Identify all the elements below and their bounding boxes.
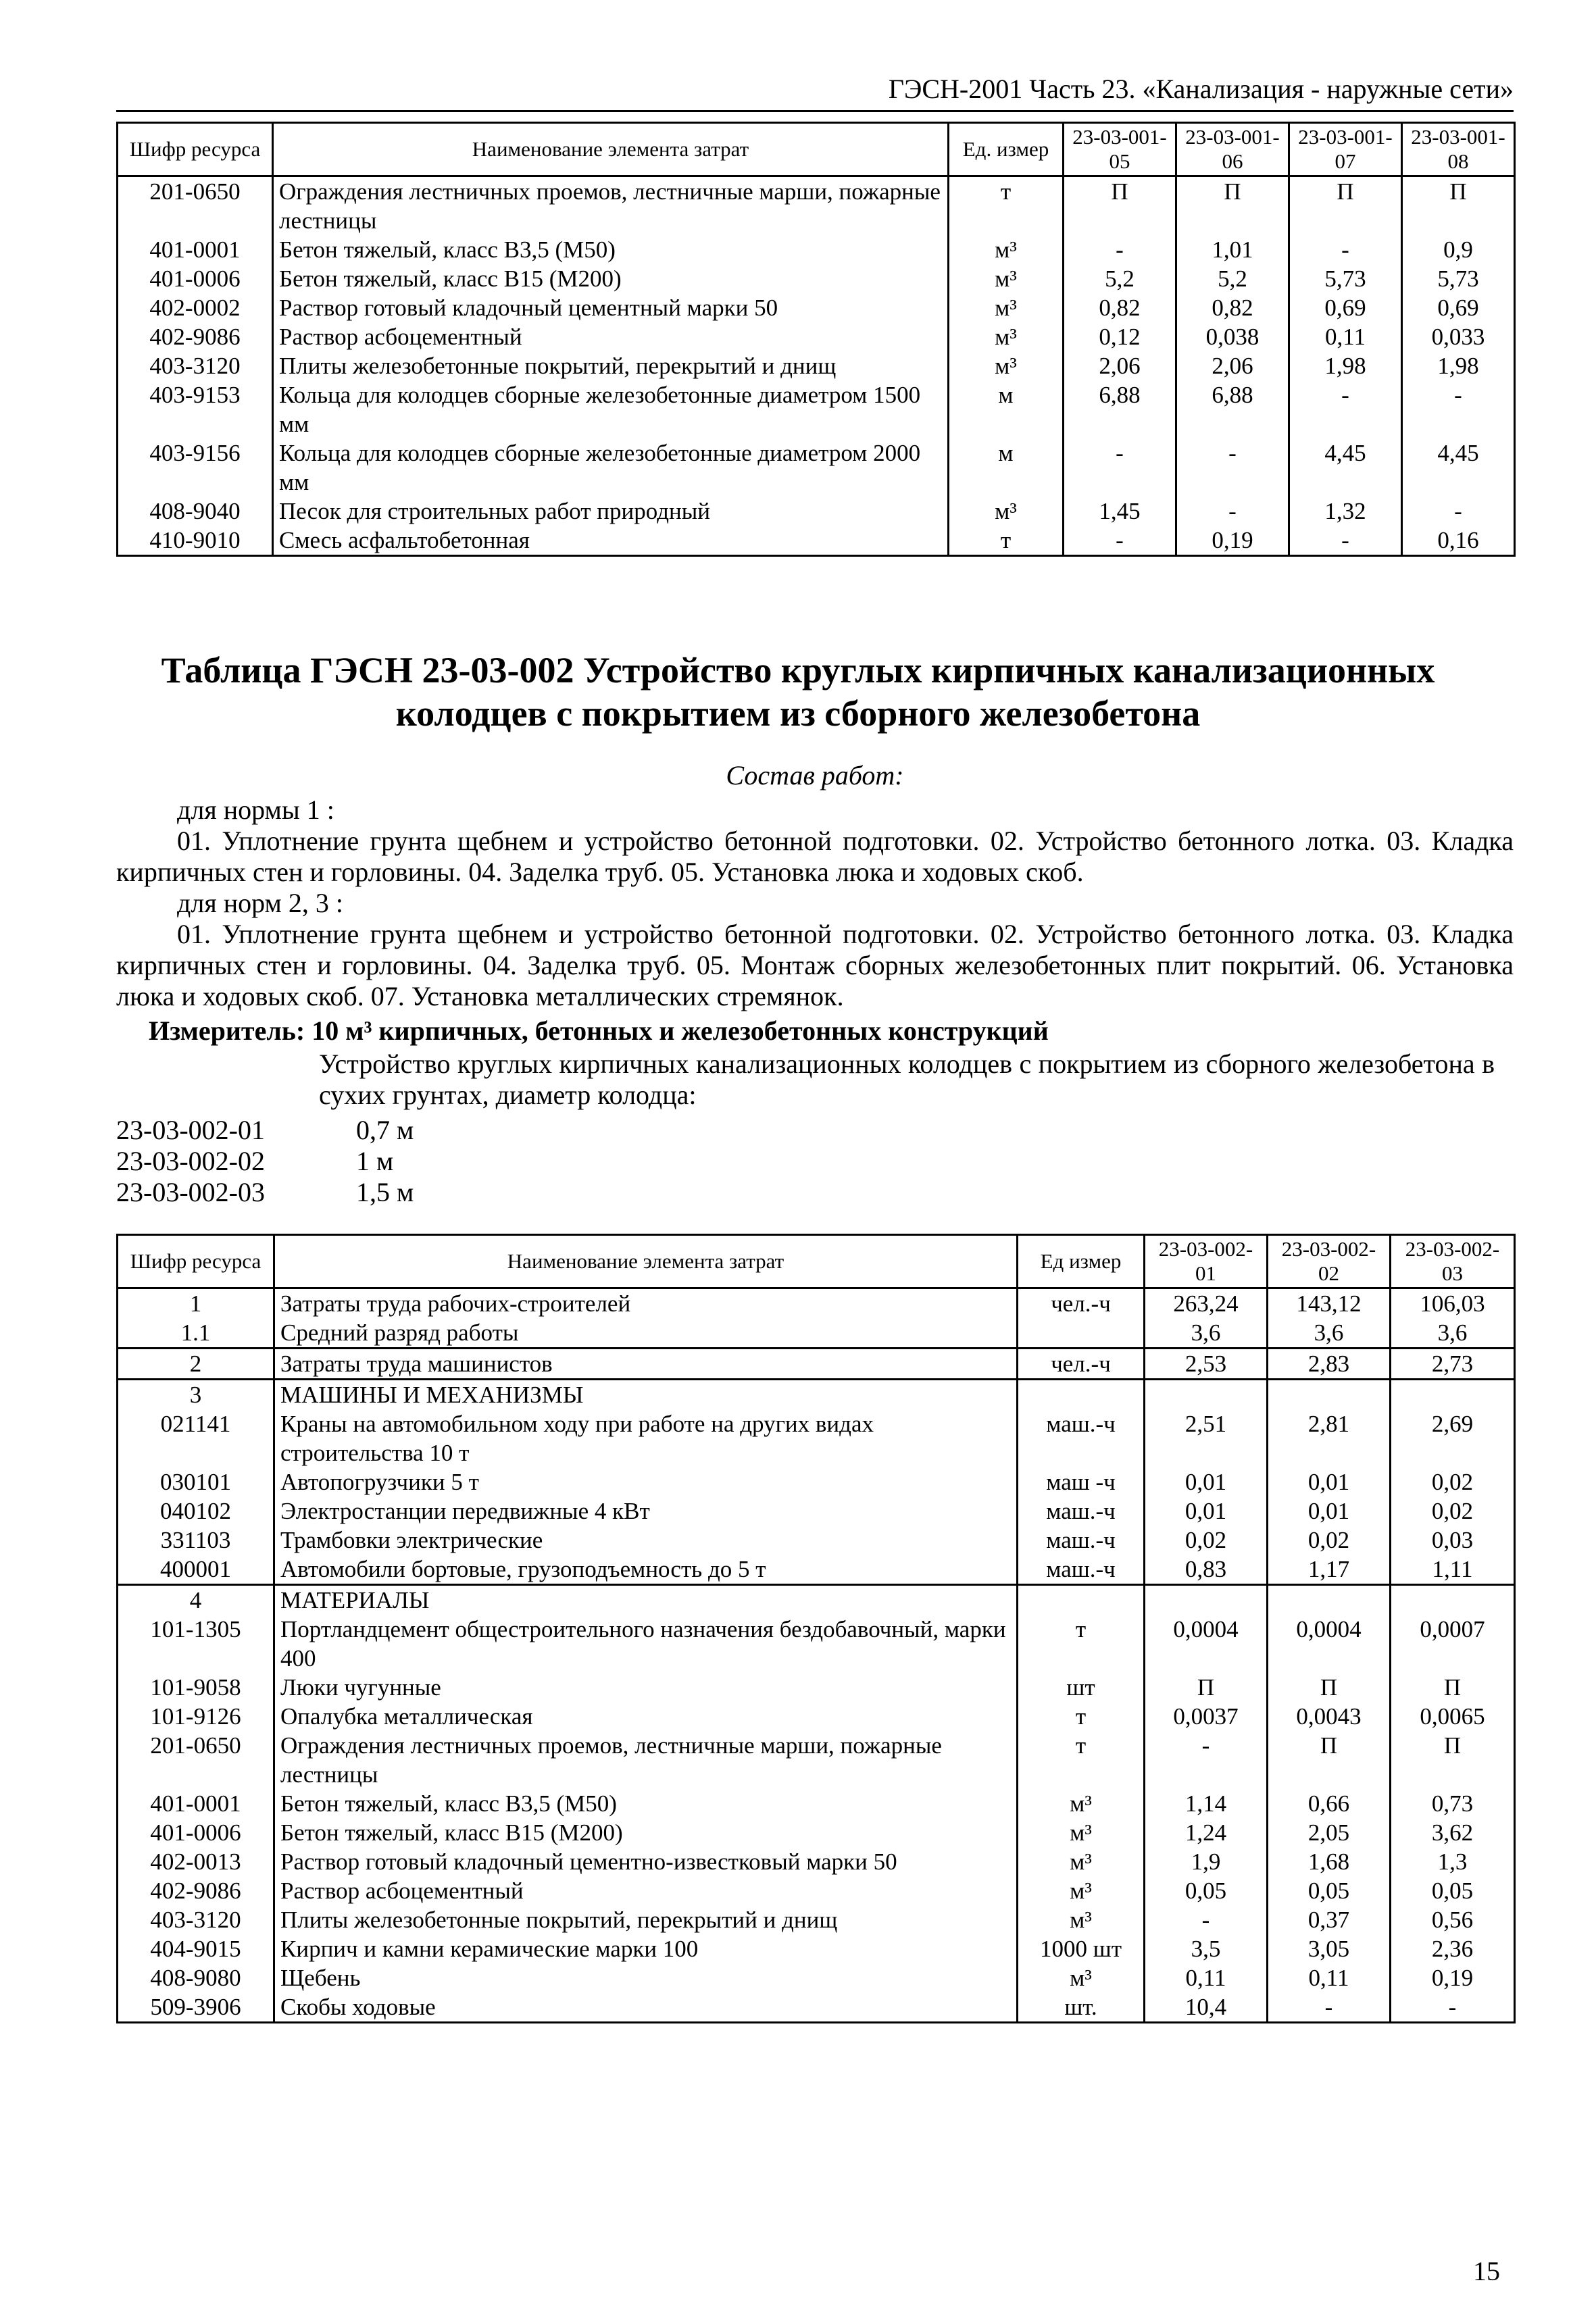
page-number: 15 [1473,2256,1500,2286]
table-row [118,1467,1515,1496]
value-cell: 0,12 [1064,322,1176,351]
resource-code-cell: 402-9086 [118,322,273,351]
table-row [118,1496,1515,1526]
value-cell [1145,1585,1268,1615]
resource-name-cell: Бетон тяжелый, класс В3,5 (М50) [273,235,949,264]
table-row [118,1992,1515,2023]
resource-code-cell: 4 [118,1585,274,1615]
column-header: Ед измер [1018,1235,1145,1288]
table-row [118,380,1515,438]
table-title: Таблица ГЭСН 23-03-002 Устройство круглых кирпичных канализационных колодцев с покрытием из сборного железобетона [161,650,1435,734]
value-cell: - [1064,438,1176,497]
value-cell: 2,73 [1391,1349,1515,1380]
value-cell: 5,73 [1402,264,1515,293]
resource-name-cell: МАШИНЫ И МЕХАНИЗМЫ [274,1380,1018,1410]
value-cell: 143,12 [1268,1288,1391,1319]
unit-cell: чел.-ч [1018,1349,1145,1380]
column-header: 23-03-002-01 [1145,1235,1268,1288]
value-cell: - [1064,526,1176,556]
resource-code-cell: 1 [118,1288,274,1319]
resource-name-cell: Электростанции передвижные 4 кВт [274,1496,1018,1526]
value-cell: 1,98 [1289,351,1402,380]
norm-code: 23-03-002-03 [116,1177,265,1207]
table-row [118,1615,1515,1673]
table-row [118,264,1515,293]
unit-cell: м³ [1018,1905,1145,1934]
resource-code-cell: 401-0001 [118,235,273,264]
value-cell: 0,19 [1176,526,1289,556]
norm-code: 23-03-002-02 [116,1146,265,1176]
resource-code-cell: 403-9153 [118,380,273,438]
value-cell: - [1391,1992,1515,2023]
unit-cell: м³ [1018,1847,1145,1876]
norm23-label: для норм 2, 3 : [177,888,343,918]
resource-code-cell: 404-9015 [118,1934,274,1963]
unit-cell [1018,1318,1145,1349]
value-cell: П [1268,1731,1391,1789]
value-cell: 5,2 [1064,264,1176,293]
unit-cell: т [1018,1615,1145,1673]
value-cell: 2,06 [1176,351,1289,380]
value-cell: 0,01 [1268,1467,1391,1496]
norm1-text: 01. Уплотнение грунта щебнем и устройство бетонной подготовки. 02. Устройство бетонного лотка. 03. Кладка кирпичных стен и горловины. 04. Заделка труб. 05. Установка люка и ходовых скоб. [116,826,1514,887]
value-cell: 10,4 [1145,1992,1268,2023]
value-cell: 0,19 [1391,1963,1515,1992]
norm-item [116,1146,414,1177]
value-cell: 0,0004 [1268,1615,1391,1673]
unit-cell: м [949,438,1064,497]
value-cell: 0,02 [1268,1526,1391,1555]
value-cell: 0,0037 [1145,1702,1268,1731]
value-cell: 2,36 [1391,1934,1515,1963]
column-header: Наименование элемента затрат [273,123,949,176]
table-row [118,497,1515,526]
value-cell: П [1176,176,1289,236]
unit-cell: маш.-ч [1018,1555,1145,1585]
resource-code-cell: 403-3120 [118,351,273,380]
value-cell: 0,11 [1268,1963,1391,1992]
column-header: 23-03-001-06 [1176,123,1289,176]
value-cell: 0,05 [1391,1876,1515,1905]
resource-code-cell: 408-9080 [118,1963,274,1992]
resource-code-cell: 101-1305 [118,1615,274,1673]
table-row [118,1963,1515,1992]
resource-code-cell: 3 [118,1380,274,1410]
resource-name-cell: МАТЕРИАЛЫ [274,1585,1018,1615]
value-cell: 2,06 [1064,351,1176,380]
unit-cell: т [1018,1702,1145,1731]
value-cell: 5,73 [1289,264,1402,293]
table-header-row [118,123,1515,176]
table-row [118,1789,1515,1818]
value-cell: - [1289,380,1402,438]
value-cell: - [1289,526,1402,556]
norm-code: 23-03-002-01 [116,1115,265,1145]
unit-cell: м [949,380,1064,438]
norm-value: 0,7 м [356,1115,414,1145]
resource-code-cell: 040102 [118,1496,274,1526]
resource-name-cell: Ограждения лестничных проемов, лестничные марши, пожарные лестницы [273,176,949,236]
resource-name-cell: Трамбовки электрические [274,1526,1018,1555]
unit-cell: т [949,526,1064,556]
resource-name-cell: Раствор готовый кладочный цементно-известковый марки 50 [274,1847,1018,1876]
resource-name-cell: Плиты железобетонные покрытий, перекрытий и днищ [273,351,949,380]
value-cell: П [1402,176,1515,236]
unit-cell: шт [1018,1673,1145,1702]
value-cell: 263,24 [1145,1288,1268,1319]
value-cell: 3,6 [1268,1318,1391,1349]
resource-code-cell: 021141 [118,1409,274,1467]
column-header: 23-03-002-02 [1268,1235,1391,1288]
value-cell: 1,11 [1391,1555,1515,1585]
value-cell: 0,05 [1268,1876,1391,1905]
value-cell: 1,17 [1268,1555,1391,1585]
table-row [118,1847,1515,1876]
column-header: Шифр ресурса [118,123,273,176]
resource-name-cell: Скобы ходовые [274,1992,1018,2023]
value-cell: - [1176,438,1289,497]
resource-code-cell: 331103 [118,1526,274,1555]
unit-cell [1018,1585,1145,1615]
column-header: 23-03-001-05 [1064,123,1176,176]
column-header: Наименование элемента затрат [274,1235,1018,1288]
table-row [118,1526,1515,1555]
measure-unit: Измеритель: 10 м³ кирпичных, бетонных и железобетонных конструкций [149,1015,1049,1046]
table-row [118,1555,1515,1585]
table-row [118,1349,1515,1380]
value-cell: П [1391,1731,1515,1789]
measure-description: Устройство круглых кирпичных канализационных колодцев с покрытием из сборного железобетона в сухих грунтах, диаметр колодца: [319,1049,1495,1110]
unit-cell: 1000 шт [1018,1934,1145,1963]
value-cell: 1,3 [1391,1847,1515,1876]
resource-code-cell: 201-0650 [118,176,273,236]
resource-code-cell: 101-9126 [118,1702,274,1731]
resource-name-cell: Затраты труда машинистов [274,1349,1018,1380]
resource-name-cell: Средний разряд работы [274,1318,1018,1349]
value-cell: 2,81 [1268,1409,1391,1467]
resource-name-cell: Плиты железобетонные покрытий, перекрытий и днищ [274,1905,1018,1934]
value-cell: - [1289,235,1402,264]
value-cell: - [1402,380,1515,438]
column-header: 23-03-001-07 [1289,123,1402,176]
column-header: Шифр ресурса [118,1235,274,1288]
resource-code-cell: 101-9058 [118,1673,274,1702]
value-cell: - [1402,497,1515,526]
unit-cell: м³ [1018,1818,1145,1847]
resource-name-cell: Ограждения лестничных проемов, лестничные марши, пожарные лестницы [274,1731,1018,1789]
table-header-row [118,1235,1515,1288]
value-cell: 6,88 [1064,380,1176,438]
norm-item [116,1115,414,1146]
value-cell: 0,0065 [1391,1702,1515,1731]
resource-table-002 [116,1234,1516,2023]
unit-cell: м³ [1018,1789,1145,1818]
resource-name-cell: Щебень [274,1963,1018,1992]
resource-name-cell: Люки чугунные [274,1673,1018,1702]
resource-name-cell: Кольца для колодцев сборные железобетонные диаметром 2000 мм [273,438,949,497]
value-cell: 3,05 [1268,1934,1391,1963]
table-row [118,1731,1515,1789]
resource-name-cell: Песок для строительных работ природный [273,497,949,526]
unit-cell: м³ [1018,1876,1145,1905]
value-cell: 0,02 [1391,1496,1515,1526]
table-row [118,322,1515,351]
norm-list [116,1115,414,1208]
value-cell: 0,73 [1391,1789,1515,1818]
value-cell: П [1289,176,1402,236]
column-header: 23-03-002-03 [1391,1235,1515,1288]
resource-code-cell: 403-9156 [118,438,273,497]
resource-code-cell: 402-9086 [118,1876,274,1905]
unit-cell: м³ [949,293,1064,322]
value-cell: 2,51 [1145,1409,1268,1467]
value-cell [1145,1380,1268,1410]
table-row [118,438,1515,497]
table-row [118,1409,1515,1467]
resource-code-cell: 2 [118,1349,274,1380]
value-cell: 2,53 [1145,1349,1268,1380]
unit-cell: м³ [949,264,1064,293]
unit-cell: шт. [1018,1992,1145,2023]
value-cell: - [1145,1905,1268,1934]
resource-name-cell: Краны на автомобильном ходу при работе на других видах строительства 10 т [274,1409,1018,1467]
unit-cell: чел.-ч [1018,1288,1145,1319]
value-cell: 0,01 [1145,1467,1268,1496]
resource-name-cell: Автопогрузчики 5 т [274,1467,1018,1496]
value-cell: 0,83 [1145,1555,1268,1585]
resource-code-cell: 201-0650 [118,1731,274,1789]
resource-code-cell: 1.1 [118,1318,274,1349]
table-row [118,526,1515,556]
resource-code-cell: 402-0013 [118,1847,274,1876]
value-cell: 0,02 [1145,1526,1268,1555]
value-cell: 0,038 [1176,322,1289,351]
unit-cell: маш.-ч [1018,1526,1145,1555]
column-header: Ед. измер [949,123,1064,176]
table-row [118,1673,1515,1702]
resource-name-cell: Раствор асбоцементный [273,322,949,351]
value-cell [1268,1380,1391,1410]
resource-code-cell: 400001 [118,1555,274,1585]
unit-cell: м³ [949,351,1064,380]
unit-cell: маш.-ч [1018,1409,1145,1467]
running-header: ГЭСН-2001 Часть 23. «Канализация - наружные сети» [116,73,1514,112]
value-cell: 0,05 [1145,1876,1268,1905]
resource-name-cell: Портландцемент общестроительного назначения бездобавочный, марки 400 [274,1615,1018,1673]
value-cell: 0,82 [1176,293,1289,322]
resource-table-001 [116,122,1516,557]
value-cell: 0,033 [1402,322,1515,351]
resource-code-cell: 408-9040 [118,497,273,526]
table-row [118,1934,1515,1963]
table-row [118,235,1515,264]
value-cell: 5,2 [1176,264,1289,293]
value-cell: 2,83 [1268,1349,1391,1380]
value-cell: 2,69 [1391,1409,1515,1467]
value-cell: 0,69 [1402,293,1515,322]
table-row [118,1585,1515,1615]
value-cell: 2,05 [1268,1818,1391,1847]
value-cell: 1,9 [1145,1847,1268,1876]
resource-name-cell: Раствор асбоцементный [274,1876,1018,1905]
value-cell: П [1145,1673,1268,1702]
resource-name-cell: Опалубка металлическая [274,1702,1018,1731]
table-row [118,1818,1515,1847]
table-row [118,1905,1515,1934]
value-cell: - [1176,497,1289,526]
norm-value: 1 м [356,1146,394,1176]
resource-code-cell: 509-3906 [118,1992,274,2023]
resource-name-cell: Раствор готовый кладочный цементный марки 50 [273,293,949,322]
unit-cell: м³ [949,322,1064,351]
value-cell: 4,45 [1402,438,1515,497]
value-cell: П [1268,1673,1391,1702]
resource-code-cell: 403-3120 [118,1905,274,1934]
unit-cell: маш.-ч [1018,1496,1145,1526]
resource-code-cell: 401-0006 [118,1818,274,1847]
value-cell: П [1064,176,1176,236]
table-row [118,1380,1515,1410]
value-cell [1391,1380,1515,1410]
norm-item [116,1177,414,1208]
value-cell: 0,82 [1064,293,1176,322]
unit-cell: м³ [1018,1963,1145,1992]
unit-cell: т [949,176,1064,236]
unit-cell [1018,1380,1145,1410]
value-cell: 3,6 [1391,1318,1515,1349]
norm1-label: для нормы 1 : [177,795,334,825]
value-cell: 0,9 [1402,235,1515,264]
norm-value: 1,5 м [356,1177,414,1207]
value-cell: 0,37 [1268,1905,1391,1934]
resource-name-cell: Смесь асфальтобетонная [273,526,949,556]
value-cell: 4,45 [1289,438,1402,497]
value-cell: 0,0004 [1145,1615,1268,1673]
value-cell: 1,45 [1064,497,1176,526]
value-cell: 0,11 [1289,322,1402,351]
unit-cell: м³ [949,235,1064,264]
value-cell: 0,11 [1145,1963,1268,1992]
value-cell: 3,5 [1145,1934,1268,1963]
value-cell: - [1064,235,1176,264]
table-row [118,1288,1515,1319]
value-cell: 1,68 [1268,1847,1391,1876]
resource-code-cell: 401-0006 [118,264,273,293]
table-row [118,176,1515,236]
resource-code-cell: 410-9010 [118,526,273,556]
resource-name-cell: Автомобили бортовые, грузоподъемность до 5 т [274,1555,1018,1585]
value-cell: - [1268,1992,1391,2023]
resource-name-cell: Бетон тяжелый, класс В15 (М200) [274,1818,1018,1847]
value-cell: 0,01 [1145,1496,1268,1526]
unit-cell: м³ [949,497,1064,526]
resource-code-cell: 401-0001 [118,1789,274,1818]
value-cell: 0,69 [1289,293,1402,322]
table-row [118,1318,1515,1349]
resource-name-cell: Кирпич и камни керамические марки 100 [274,1934,1018,1963]
value-cell: 0,0007 [1391,1615,1515,1673]
value-cell: 0,56 [1391,1905,1515,1934]
norm23-text: 01. Уплотнение грунта щебнем и устройство бетонной подготовки. 02. Устройство бетонного лотка. 03. Кладка кирпичных стен и горловины. 04. Заделка труб. 05. Монтаж сборных железобетонных плит покрытий. 06. Установка люка и ходовых скоб. 07. Установка металлических стремянок. [116,919,1514,1011]
value-cell: 0,01 [1268,1496,1391,1526]
value-cell: 0,02 [1391,1467,1515,1496]
column-header: 23-03-001-08 [1402,123,1515,176]
unit-cell: т [1018,1731,1145,1789]
value-cell: 6,88 [1176,380,1289,438]
resource-name-cell: Кольца для колодцев сборные железобетонные диаметром 1500 мм [273,380,949,438]
composition-label: Состав работ: [726,760,904,790]
value-cell: 0,66 [1268,1789,1391,1818]
table-row [118,1876,1515,1905]
value-cell: 0,0043 [1268,1702,1391,1731]
value-cell: 1,14 [1145,1789,1268,1818]
value-cell: 106,03 [1391,1288,1515,1319]
value-cell: 1,98 [1402,351,1515,380]
value-cell: 1,32 [1289,497,1402,526]
resource-name-cell: Бетон тяжелый, класс В15 (М200) [273,264,949,293]
value-cell: 0,16 [1402,526,1515,556]
value-cell: 1,01 [1176,235,1289,264]
value-cell: 0,03 [1391,1526,1515,1555]
value-cell: П [1391,1673,1515,1702]
resource-name-cell: Бетон тяжелый, класс В3,5 (М50) [274,1789,1018,1818]
value-cell: 1,24 [1145,1818,1268,1847]
table-row [118,1702,1515,1731]
resource-name-cell: Затраты труда рабочих-строителей [274,1288,1018,1319]
table-row [118,293,1515,322]
resource-code-cell: 030101 [118,1467,274,1496]
value-cell: - [1145,1731,1268,1789]
value-cell: 3,62 [1391,1818,1515,1847]
table-row [118,351,1515,380]
value-cell: 3,6 [1145,1318,1268,1349]
unit-cell: маш -ч [1018,1467,1145,1496]
value-cell [1268,1585,1391,1615]
value-cell [1391,1585,1515,1615]
resource-code-cell: 402-0002 [118,293,273,322]
